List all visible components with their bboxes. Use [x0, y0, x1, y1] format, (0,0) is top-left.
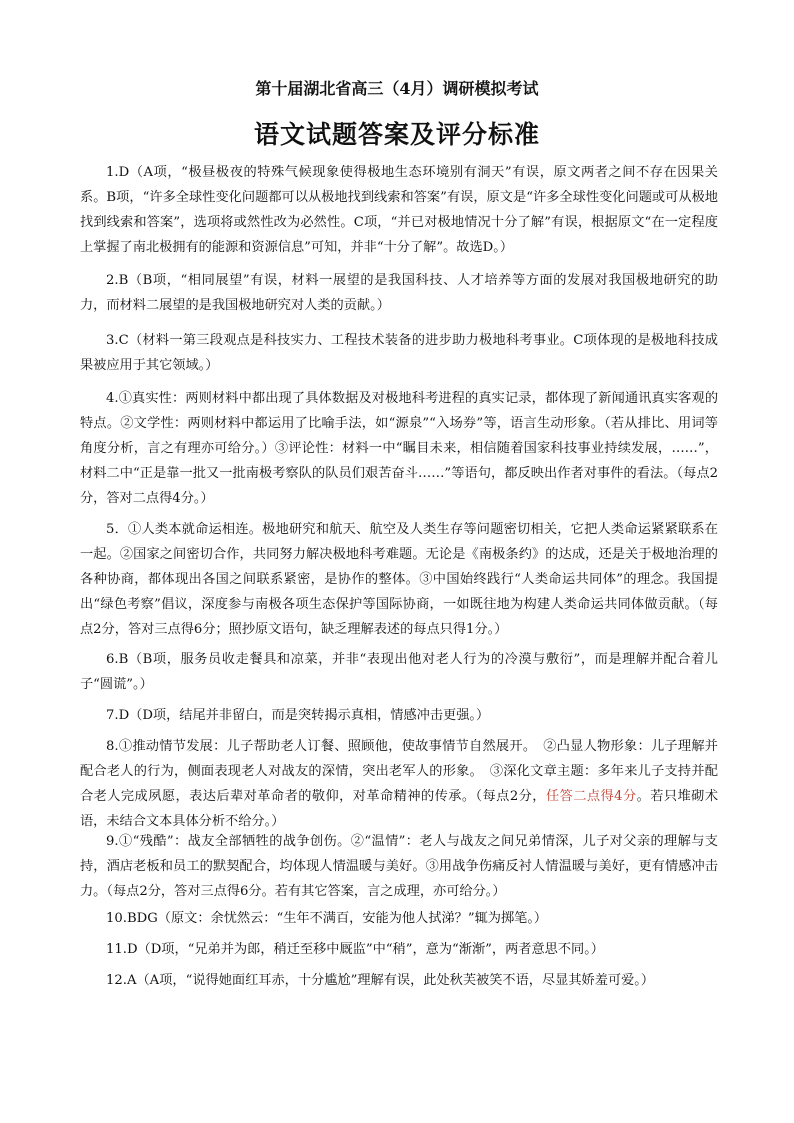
answer-7: 7.D（D项，结尾并非留白，而是突转揭示真相，情感冲击更强。）: [106, 708, 490, 723]
answer-6: 6.B（B项，服务员收走餐具和凉菜，并非“表现出他对老人行为的冷漠与敷衍”，而是理解并配合着儿子“圆谎”。）: [80, 652, 718, 692]
answer-12: 12.A（A项，“说得她面红耳赤，十分尴尬”理解有误，此处秋芙被笑不语，尽显其娇羞可爱。）: [106, 973, 655, 988]
answer-3: 3.C（材料一第三段观点是科技实力、工程技术装备的进步助力极地科考事业。C项体现的是极地科技成果被应用于其它领域。）: [80, 333, 718, 373]
answer-9: 9.①“残酷”：战友全部牺牲的战争创伤。②“温情”：老人与战友之间兄弟情深，儿子对父亲的理解与支持，酒店老板和员工的默契配合，均体现人情温暖与美好。③用战争伤痛反衬人情温暖与美好，更有情感冲击力。（每点2分，答对三点得6分。若有其它答案，言之成理，亦可给分。）: [80, 834, 718, 899]
answer-8: [80, 734, 718, 834]
answer-8-part-b: 。若只堆砌术语，未结合文本具体分析不给分。）: [80, 789, 719, 829]
answer-1: 1.D（A项，“极昼极夜的特殊气候现象使得极地生态环境别有洞天”有误，原文两者之间不存在因果关系。B项，“许多全球性变化问题都可以从极地找到线索和答案”有误，原文是“许多全球性变化问题或可从极地找到线索和答案”，选项将或然性改为必然性。C项，“并已对极地情况十分了解”有误，根据原文“在一定程度上掌握了南北极拥有的能源和资源信息”可知，并非“十分了解”。故选D。）: [80, 165, 718, 255]
answer-10: 10.BDG（原文：余忧然云：“生年不满百，安能为他人拭涕？”辄为掷笔。）: [106, 911, 548, 926]
answer-8-part-a: 8.①推动情节发展：儿子帮助老人订餐、照顾他，使故事情节自然展开。 ②凸显人物形象：儿子理解并配合老人的行为，侧面表现老人对战友的深情，突出老军人的形象。 ③深化文章主题：多年来儿子支持并配合老人完成夙愿，表达后辈对革命者的敬仰，对革命精神的传承。（每点2分，: [80, 739, 718, 804]
page-title: 语文试题答案及评分标准: [253, 120, 540, 149]
exam-subtitle: 第十届湖北省高三（4月）调研模拟考试: [255, 79, 539, 98]
answer-2: 2.B（B项，“相同展望”有误，材料一展望的是我国科技、人才培养等方面的发展对我国极地研究的助力，而材料二展望的是我国极地研究对人类的贡献。）: [80, 273, 718, 313]
answer-4: 4.①真实性：两则材料中都出现了具体数据及对极地科考进程的真实记录，都体现了新闻通讯真实客观的特点。②文学性：两则材料中都运用了比喻手法，如“源泉”“入场券”等，语言生动形象。（若从排比、用词等角度分析，言之有理亦可给分。）③评论性：材料一中“瞩目未来，相信随着国家科技事业持续发展，……”，材料二中“正是靠一批又一批南极考察队的队员们艰苦奋斗……”等语句，都反映出作者对事件的看法。（每点2分，答对二点得4分。）: [80, 391, 718, 506]
answer-11: 11.D（D项，“兄弟并为郎，稍迁至移中厩监”中“稍”，意为“渐渐”，两者意思不同。）: [106, 942, 604, 957]
answer-5: 5．①人类本就命运相连。极地研究和航天、航空及人类生存等问题密切相关，它把人类命运紧紧联系在一起。②国家之间密切合作，共同努力解决极地科考难题。无论是《南极条约》的达成，还是关于极地治理的各种协商，都体现出各国之间联系紧密，是协作的整体。③中国始终践行“人类命运共同体”的理念。我国提出“绿色考察”倡议，深度参与南极各项生态保护等国际协商，一如既往地为构建人类命运共同体做贡献。（每点2分，答对三点得6分；照抄原文语句，缺乏理解表述的每点只得1分。）: [80, 522, 718, 637]
answer-8-highlight: 任答二点得4分: [545, 789, 637, 804]
